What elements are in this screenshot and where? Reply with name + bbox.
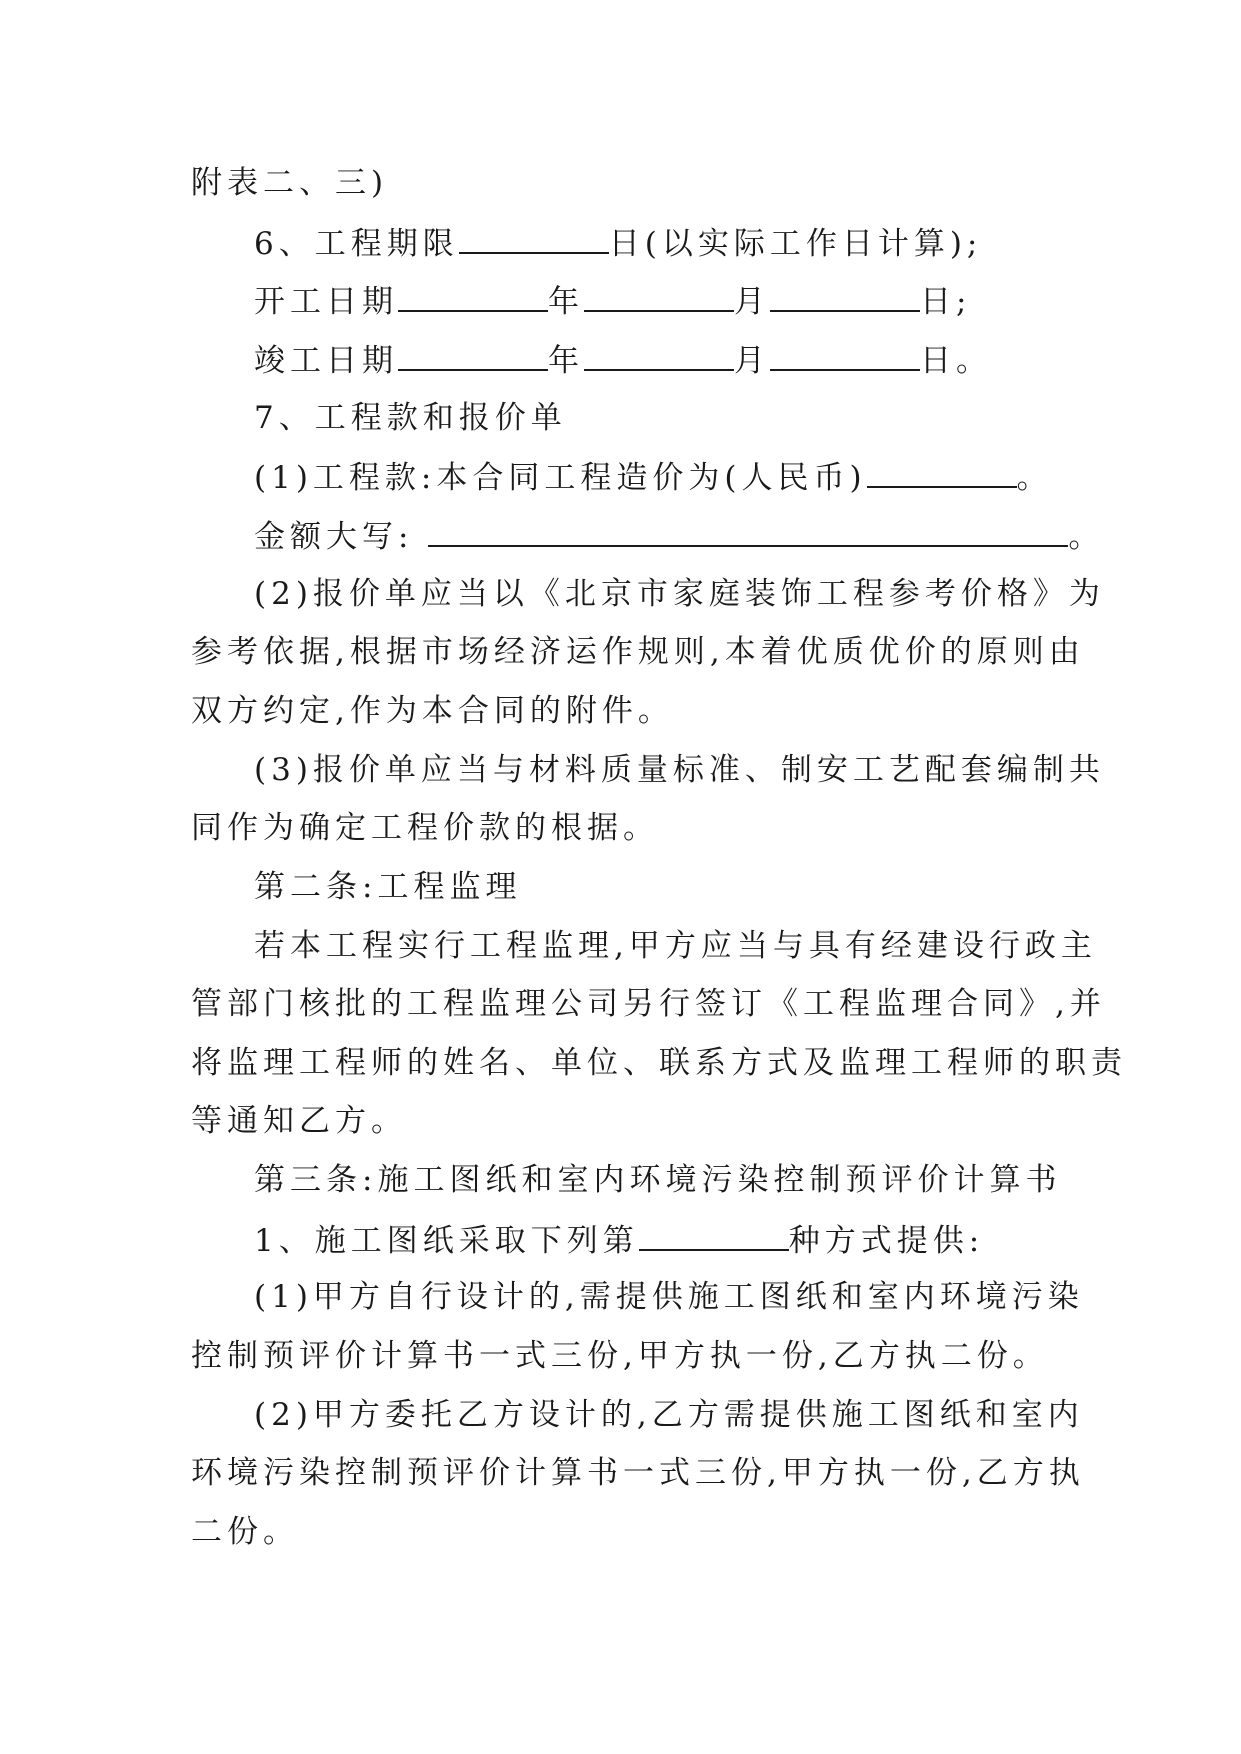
text-span: 金额大写: <box>254 519 414 555</box>
amount-in-words-line <box>0 515 1241 557</box>
text-span: 年 <box>548 343 584 379</box>
text-span: 第二条:工程监理 <box>254 869 522 905</box>
text-span: 。 <box>1068 519 1105 555</box>
text-line <box>0 1336 1241 1376</box>
text-span: (1)工程款:本合同工程造价为(人民币) <box>254 460 867 496</box>
section-heading <box>0 1160 1241 1200</box>
completion-date-line <box>0 339 1241 381</box>
drawing-method-line <box>0 1219 1241 1261</box>
text-line <box>0 1453 1241 1493</box>
section-heading <box>0 867 1241 907</box>
text-span: (1)甲方自行设计的,需提供施工图纸和室内环境污染 <box>254 1279 1084 1315</box>
text-line <box>0 1101 1241 1141</box>
text-span: 将监理工程师的姓名、单位、联系方式及监理工程师的职责 <box>191 1045 1127 1081</box>
text-span: 日; <box>920 284 972 320</box>
text-line <box>0 163 1241 203</box>
text-span: 环境污染控制预评价计算书一式三份,甲方执一份,乙方执 <box>191 1455 1085 1491</box>
text-span: 第三条:施工图纸和室内环境污染控制预评价计算书 <box>254 1162 1062 1198</box>
text-line <box>0 632 1241 672</box>
text-line <box>0 1512 1241 1552</box>
text-span: 月 <box>734 284 770 320</box>
text-span: 二份。 <box>191 1514 299 1550</box>
construction-period-line <box>0 222 1241 264</box>
text-span: 7、工程款和报价单 <box>254 400 567 436</box>
text-line <box>0 750 1241 790</box>
start-month-blank <box>584 280 734 312</box>
text-span: 控制预评价计算书一式三份,甲方执一份,乙方执二份。 <box>191 1338 1049 1374</box>
text-span: 管部门核批的工程监理公司另行签订《工程监理合同》,并 <box>191 986 1106 1022</box>
text-span: 年 <box>548 284 584 320</box>
end-year-blank <box>398 339 548 371</box>
text-line <box>0 691 1241 731</box>
amount-words-blank <box>428 515 1068 547</box>
price-amount-blank <box>867 456 1017 488</box>
text-line <box>0 926 1241 966</box>
text-span: 竣工日期 <box>254 343 398 379</box>
end-day-blank <box>770 339 920 371</box>
contract-price-line <box>0 456 1241 498</box>
text-span: (3)报价单应当与材料质量标准、制安工艺配套编制共 <box>254 752 1105 788</box>
text-span: 种方式提供: <box>788 1223 985 1259</box>
text-span: (2)甲方委托乙方设计的,乙方需提供施工图纸和室内 <box>254 1397 1084 1433</box>
text-line <box>0 808 1241 848</box>
method-number-blank <box>639 1219 789 1251</box>
text-span: 开工日期 <box>254 284 398 320</box>
section-heading <box>0 398 1241 438</box>
text-span: (2)报价单应当以《北京市家庭装饰工程参考价格》为 <box>254 576 1105 612</box>
text-line <box>0 1395 1241 1435</box>
text-span: 1、施工图纸采取下列第 <box>254 1223 639 1259</box>
text-span: 月 <box>734 343 770 379</box>
text-span: 参考依据,根据市场经济运作规则,本着优质优价的原则由 <box>191 634 1085 670</box>
text-span: 日(以实际工作日计算); <box>608 226 983 262</box>
text-span: 。 <box>1016 460 1053 496</box>
text-line <box>0 1277 1241 1317</box>
start-date-line <box>0 280 1241 322</box>
text-span: 同作为确定工程价款的根据。 <box>191 810 659 846</box>
text-span: 附表二、三) <box>191 165 389 201</box>
text-span: 等通知乙方。 <box>191 1103 407 1139</box>
text-span: 6、工程期限 <box>254 226 459 262</box>
start-year-blank <box>398 280 548 312</box>
text-line <box>0 1043 1241 1083</box>
text-line <box>0 574 1241 614</box>
period-days-blank <box>459 222 609 254</box>
text-span: 若本工程实行工程监理,甲方应当与具有经建设行政主 <box>254 928 1097 964</box>
text-span: 双方约定,作为本合同的附件。 <box>191 693 674 729</box>
start-day-blank <box>770 280 920 312</box>
text-span: 日。 <box>920 343 992 379</box>
end-month-blank <box>584 339 734 371</box>
text-line <box>0 984 1241 1024</box>
